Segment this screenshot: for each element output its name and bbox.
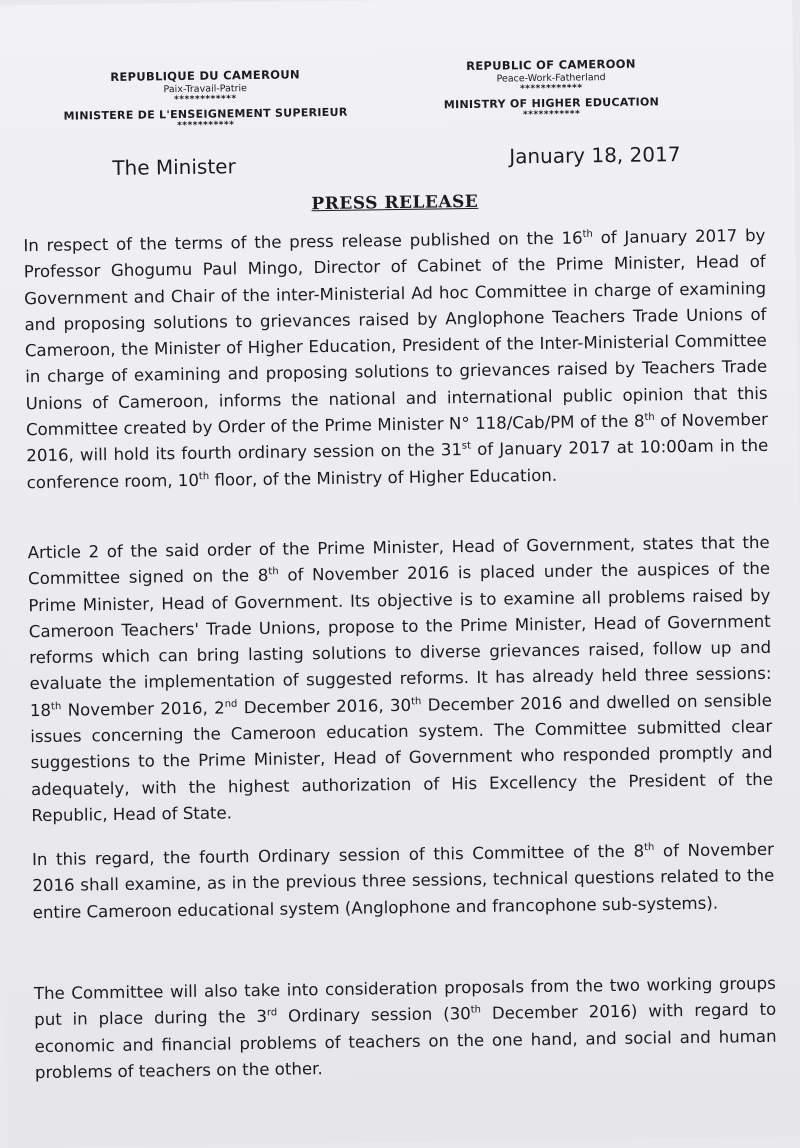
paragraph-1: In respect of the terms of the press release published on the 16th of January 2017 by Professor Ghogumu Paul Mingo, Director of Cabinet of the Prime Minister, Head of Government and Chair of the inter-Ministerial Ad hoc Committee in charge of examining and proposing solutions to grievances raised by Anglophone Teachers Trade Unions of Cameroon, the Minister of Higher Education, President of the Inter-Ministerial Committee in charge of examining and proposing solutions to grievances raised by Teachers Trade Unions of Cameroon, informs the national and international public opinion that this Committee created by Order of the Prime Minister N° 118/Cab/PM of the 8th of November 2016, will hold its fourth ordinary session on the 31st of January 2017 at 10:00am in the conference room, 10th floor, of the Ministry of Higher Education. bbox=[23, 225, 769, 492]
separator-dots-en-2: *********** bbox=[522, 109, 581, 121]
motto-fr: Paix-Travail-Patrie bbox=[163, 83, 248, 96]
ministry-name-en: MINISTRY OF HIGHER EDUCATION bbox=[443, 95, 660, 112]
header-right-english bbox=[431, 56, 672, 121]
motto-en: Peace-Work-Fatherland bbox=[496, 72, 606, 85]
ministry-name-fr: MINISTERE DE L'ENSEIGNEMENT SUPERIEUR bbox=[63, 105, 348, 123]
paragraph-4: The Committee will also take into consideration proposals from the two working groups put in place during the 3rd Ordinary session (30th December 2016) with regard to economic and financial problems of teachers on the one hand, and social and human problems of teachers on the other. bbox=[33, 973, 777, 1083]
document-title: PRESS RELEASE bbox=[311, 191, 479, 215]
separator-dots-fr: ************ bbox=[174, 94, 237, 106]
country-name-en: REPUBLIC OF CAMEROON bbox=[466, 56, 636, 74]
paragraph-2: Article 2 of the said order of the Prime Minister, Head of Government, states that the Committee signed on the 8th of November 2016 is placed under the auspices of the Prime Minister, Head of Government. Its objective is to examine all problems raised by Cameroon Teachers' Trade Unions, propose to the Prime Minister, Head of Government reforms which can bring lasting solutions to diverse grievances raised, follow up and evaluate the implementation of suggested reforms. It has already held three sessions: 18th November 2016, 2nd December 2016, 30th December 2016 and dwelled on sensible issues concerning the Cameroon education system. The Committee submitted clear suggestions to the Prime Minister, Head of Government who responded promptly and adequately, with the highest authorization of His Excellency the President of the Republic, Head of State. bbox=[27, 532, 774, 826]
separator-dots-en: ************ bbox=[519, 83, 583, 95]
country-name-fr: REPUBLIQUE DU CAMEROUN bbox=[110, 67, 300, 84]
signatory: The Minister bbox=[112, 154, 236, 180]
separator-dots-fr-2: *********** bbox=[177, 120, 235, 132]
header-left-french bbox=[55, 67, 356, 133]
release-date: January 18, 2017 bbox=[509, 142, 681, 169]
paragraph-3: In this regard, the fourth Ordinary session of this Committee of the 8th of November 2016 shall examine, as in the previous three sessions, technical questions related to the entire Cameroon educational system (Anglophone and francophone sub-systems). bbox=[31, 839, 775, 922]
